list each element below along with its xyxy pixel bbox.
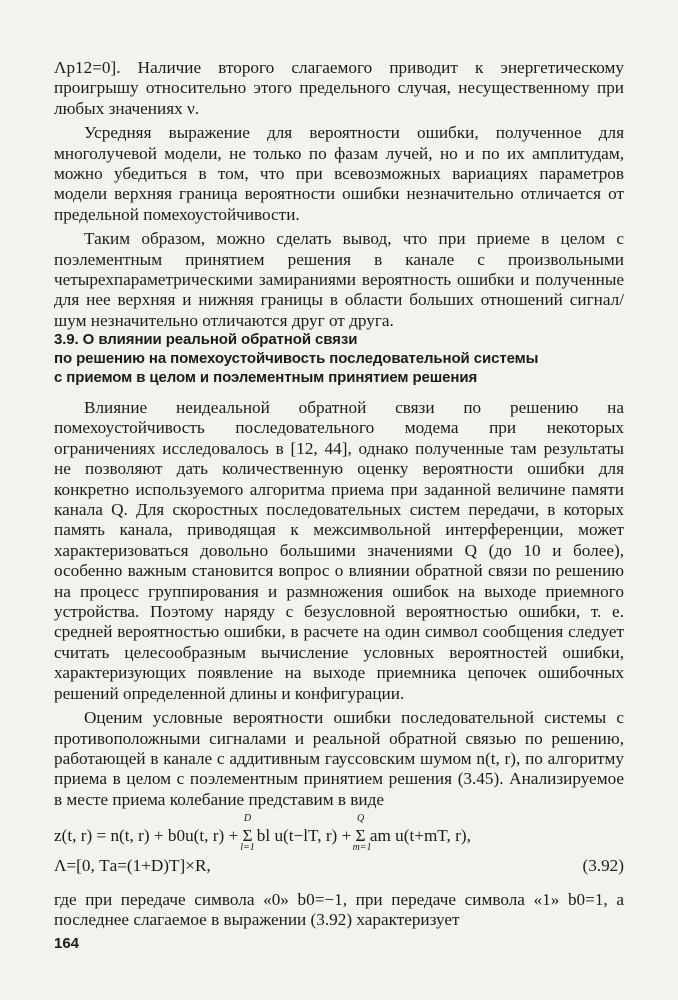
sum1-lower-limit: l=1 bbox=[240, 842, 255, 853]
equation-line-2 bbox=[54, 856, 624, 886]
paragraph-conclusion: Таким образом, можно сделать вывод, что при приеме в целом с поэлементным принятием решения в канале с произвольными четырехпараметрическими замираниями вероятность ошибки и полученные для нее верхняя и нижняя границы в области больших отношений сигнал/шум незначительно отличаются друг от друга. bbox=[54, 229, 624, 330]
heading-line-3: с приемом в целом и поэлементным принятием решения bbox=[54, 369, 478, 386]
heading-line-1: 3.9. О влиянии реальной обратной связи bbox=[54, 331, 358, 348]
equation-block bbox=[54, 813, 624, 886]
sum2-lower-limit: m=1 bbox=[352, 842, 372, 853]
heading-line-2: по решению на помехоустойчивость последовательной системы bbox=[54, 350, 539, 367]
text-block-bottom bbox=[54, 890, 624, 931]
paragraph-estimate: Оценим условные вероятности ошибки последовательной системы с противоположными сигналами и реальной обратной связью по решению, работающей в канале с аддитивным гауссовским шумом n(t, r), по алгоритму приема в целом с поэлементным принятием решения (3.45). Анализируемое в месте приема колебание представим в виде bbox=[54, 708, 624, 809]
section-heading bbox=[54, 330, 624, 387]
equation-domain: Λ=[0, Tа=(1+D)T]×R, bbox=[54, 856, 211, 875]
paragraph-averaging: Усредняя выражение для вероятности ошибки, полученное для многолучевой модели, не только по фазам лучей, но и по их амплитудам, можно убедиться в том, что при всевозможных вариациях параметров модели верхняя граница вероятности ошибки незначительно отличается от предельной помехоустойчивости. bbox=[54, 123, 624, 224]
paragraph-where: где при передаче символа «0» b0=−1, при передаче символа «1» b0=1, а последнее слагаемое в выражении (3.92) характеризует bbox=[54, 890, 624, 930]
text-block-middle bbox=[54, 398, 624, 810]
sum2-upper-limit: Q bbox=[356, 813, 365, 824]
paragraph-feedback-influence: Влияние неидеальной обратной связи по решению на помехоустойчивость последовательного модема при некоторых ограничениях исследовалось в [12, 44], однако полученные там результаты не позволяют дать количественную оценку вероятности ошибки для конкретно используемого алгоритма приема при заданной величине памяти канала Q. Для скоростных последовательных систем передачи, в которых память канала, приводящая к межсимвольной интерференции, может характеризоваться довольно большими значениями Q (до 10 и более), особенно важным становится вопрос о влиянии обратной связи по решению на процесс группирования и размножения ошибок на выходе приемного устройства. Поэтому наряду с безусловной вероятностью ошибки, т. е. средней вероятностью ошибки, в расчете на один символ сообщения следует считать целесообразным вычисление условных вероятностей ошибки, характеризующих появление на выходе приемника цепочек ошибочных решений определенной длины и конфигурации. bbox=[54, 398, 624, 703]
text-block-top bbox=[54, 58, 624, 331]
page-number: 164 bbox=[54, 935, 80, 952]
sum1-upper-limit: D bbox=[243, 813, 252, 824]
paragraph-continuation: Λp12=0]. Наличие второго слагаемого приводит к энергетическому проигрышу относительно этого предельного случая, несущественному при любых значениях ν. bbox=[54, 58, 624, 118]
equation-number: (3.92) bbox=[582, 856, 624, 875]
equation-main-text: z(t, r) = n(t, r) + b0u(t, r) + Σ bl u(t−lT, r) + Σ am u(t+mT, r), bbox=[54, 826, 471, 845]
equation-line-1 bbox=[54, 813, 624, 856]
